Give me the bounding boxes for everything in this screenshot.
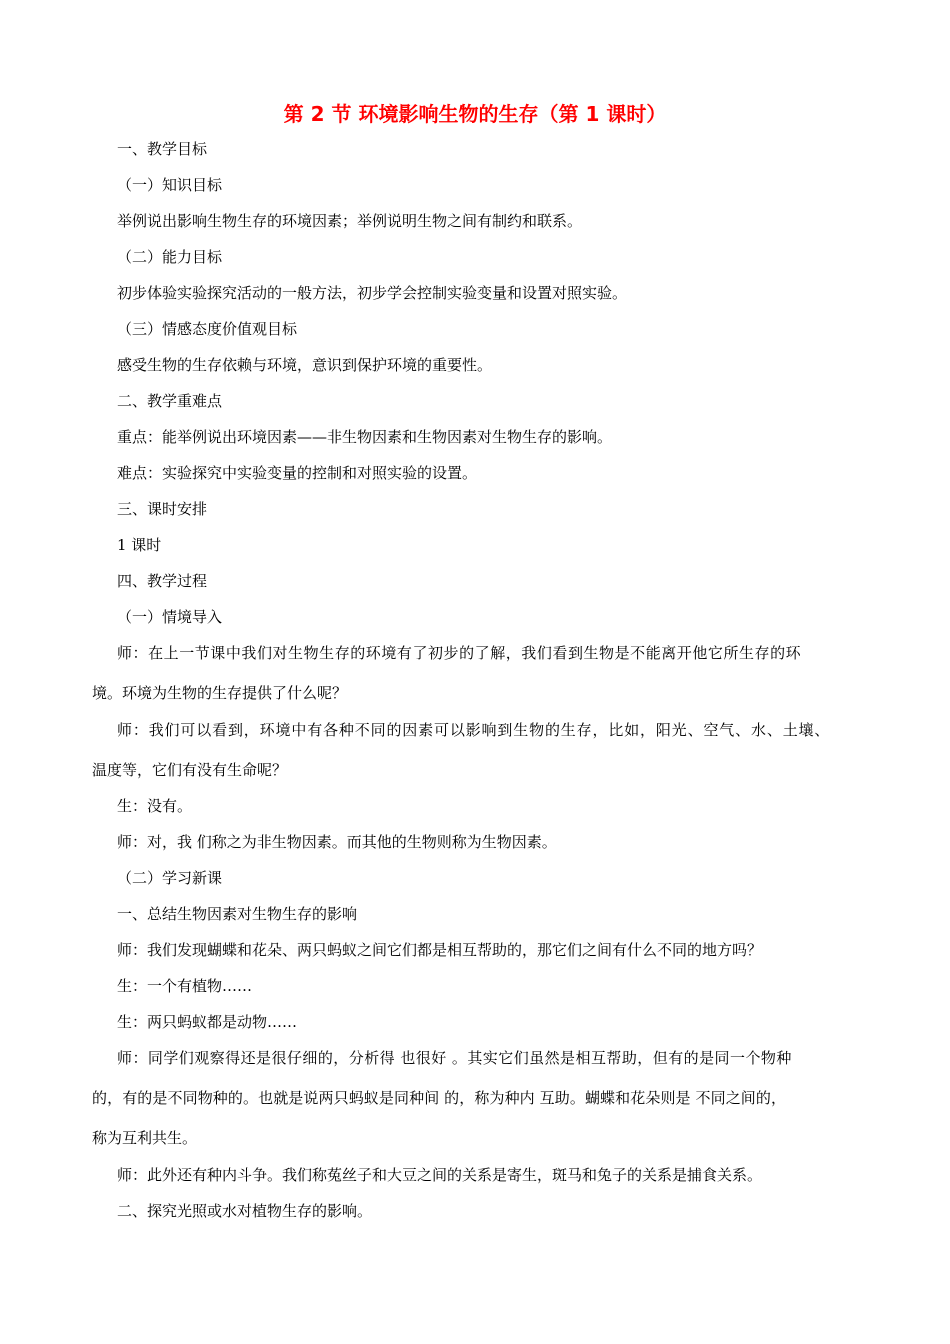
paragraph-line: 境。环境为生物的生存提供了什么呢？ xyxy=(92,684,348,702)
paragraph-line: 师：我们可以看到，环境中有各种不同的因素可以影响到生物的生存，比如，阳光、空气、水、土壤、 xyxy=(117,721,831,739)
heading-process: 四、教学过程 xyxy=(117,572,208,590)
paragraph-line: 初步体验实验探究活动的一般方法，初步学会控制实验变量和设置对照实验。 xyxy=(117,284,628,302)
heading-schedule: 三、课时安排 xyxy=(117,500,208,518)
paragraph-line: 重点：能举例说出环境因素——非生物因素和生物因素对生物生存的影响。 xyxy=(117,428,613,446)
paragraph-line: 师：我们发现蝴蝶和花朵、两只蚂蚁之间它们都是相互帮助的，那它们之间有什么不同的地方吗？ xyxy=(117,941,763,959)
subheading-ability-goal: （二）能力目标 xyxy=(117,248,223,266)
paragraph-line: 1 课时 xyxy=(117,536,162,554)
paragraph-line: 难点：实验探究中实验变量的控制和对照实验的设置。 xyxy=(117,464,478,482)
paragraph-line: 师：同学们观察得还是很仔细的，分析得 也很好 。其实它们虽然是相互帮助，但有的是同一个物种 xyxy=(117,1049,792,1067)
heading-key-points: 二、教学重难点 xyxy=(117,392,223,410)
subheading-attitude-goal: （三）情感态度价值观目标 xyxy=(117,320,298,338)
paragraph-line: 师：此外还有种内斗争。我们称菟丝子和大豆之间的关系是寄生，斑马和兔子的关系是捕食关系。 xyxy=(117,1166,763,1184)
paragraph-line: 师：在上一节课中我们对生物生存的环境有了初步的了解，我们看到生物是不能离开他它所生存的环 xyxy=(117,644,802,662)
paragraph-line: 生：两只蚂蚁都是动物…… xyxy=(117,1013,298,1031)
paragraph-line: 举例说出影响生物生存的环境因素；举例说明生物之间有制约和联系。 xyxy=(117,212,583,230)
paragraph-line: 称为互利共生。 xyxy=(92,1129,198,1147)
subheading-knowledge-goal: （一）知识目标 xyxy=(117,176,223,194)
document-title: 第 2 节 环境影响生物的生存（第 1 课时） xyxy=(283,102,667,126)
paragraph-line: 温度等，它们有没有生命呢？ xyxy=(92,761,288,779)
heading-experiment: 二、探究光照或水对植物生存的影响。 xyxy=(117,1202,373,1220)
heading-teaching-goals: 一、教学目标 xyxy=(117,140,208,158)
paragraph-line: 生：没有。 xyxy=(117,797,193,815)
paragraph-line: 的，有的是不同物种的。也就是说两只蚂蚁是同种间 的，称为种内 互助。蝴蝶和花朵则是 不同之间的， xyxy=(92,1089,787,1107)
paragraph-line: 感受生物的生存依赖与环境，意识到保护环境的重要性。 xyxy=(117,356,493,374)
heading-biotic-factors: 一、总结生物因素对生物生存的影响 xyxy=(117,905,358,923)
paragraph-line: 师：对，我 们称之为非生物因素。而其他的生物则称为生物因素。 xyxy=(117,833,557,851)
paragraph-line: 生：一个有植物…… xyxy=(117,977,253,995)
subheading-intro: （一）情境导入 xyxy=(117,608,223,626)
subheading-new-lesson: （二）学习新课 xyxy=(117,869,223,887)
